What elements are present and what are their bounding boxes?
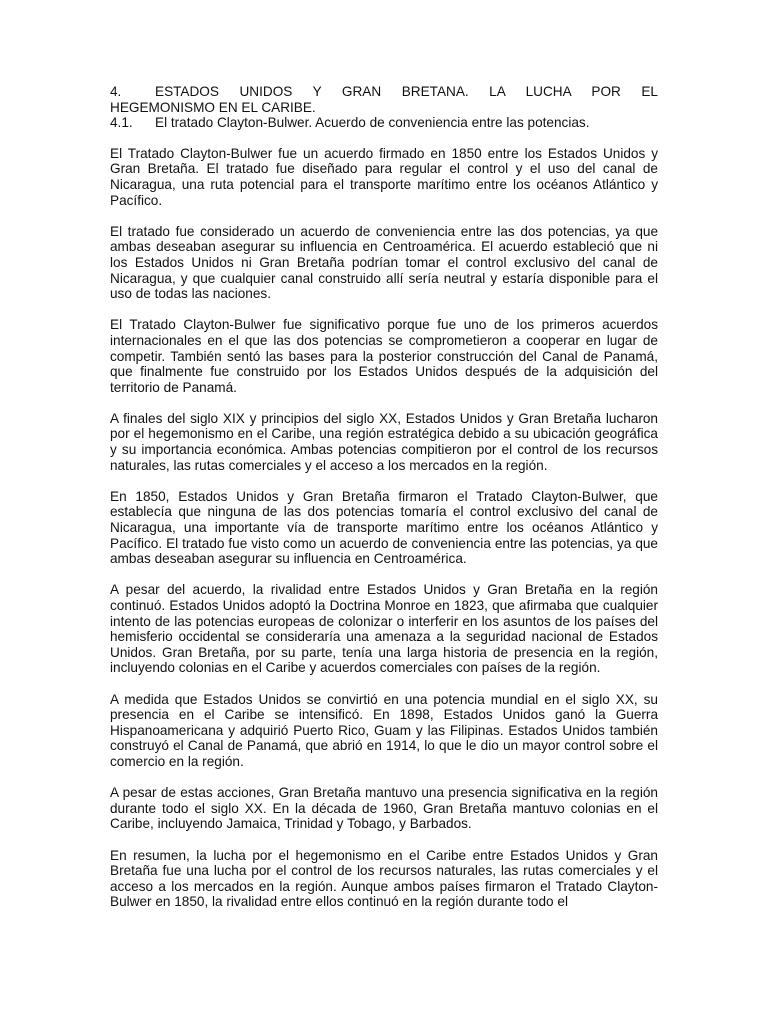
document-body [110, 84, 658, 925]
paragraph-3: El Tratado Clayton-Bulwer fue significativo porque fue uno de los primeros acuerdos internacionales en el que las dos potencias se comprometieron a cooperar en lugar de competir. También sentó las bases para la posterior construcción del Canal de Panamá, que finalmente fue construido por los Estados Unidos después de la adquisición del territorio de Panamá. [110, 317, 658, 395]
paragraph-6: A pesar del acuerdo, la rivalidad entre Estados Unidos y Gran Bretaña en la región continuó. Estados Unidos adoptó la Doctrina Monroe en 1823, que afirmaba que cualquier intento de las potencias europeas de colonizar o interferir en los asuntos de los países del hemisferio occidental se consideraría una amenaza a la seguridad nacional de Estados Unidos. Gran Bretaña, por su parte, tenía una larga historia de presencia en la región, incluyendo colonias en el Caribe y acuerdos comerciales con países de la región. [110, 582, 658, 676]
subsection-number: 4.1. [110, 115, 133, 131]
section-title-line-2: HEGEMONISMO EN EL CARIBE. [110, 99, 316, 115]
section-heading [110, 84, 658, 100]
paragraph-2: El tratado fue considerado un acuerdo de conveniencia entre las dos potencias, ya que ambas deseaban asegurar su influencia en Centroamérica. El acuerdo estableció que ni los Estados Unidos ni Gran Bretaña podrían tomar el control exclusivo del canal de Nicaragua, y que cualquier canal construido allí sería neutral y estaría disponible para el uso de todas las naciones. [110, 223, 658, 302]
paragraph-8: A pesar de estas acciones, Gran Bretaña mantuvo una presencia significativa en la región durante todo el siglo XX. En la década de 1960, Gran Bretaña mantuvo colonias en el Caribe, incluyendo Jamaica, Trinidad y Tobago, y Barbados. [110, 785, 658, 832]
paragraph-5: En 1850, Estados Unidos y Gran Bretaña firmaron el Tratado Clayton-Bulwer, que establecía que ninguna de las dos potencias tomaría el control exclusivo del canal de Nicaragua, una importante vía de transporte marítimo entre los océanos Atlántico y Pacífico. El tratado fue visto como un acuerdo de conveniencia entre las potencias, ya que ambas deseaban asegurar su influencia en Centroamérica. [110, 488, 658, 567]
section-title-line-1: ESTADOS UNIDOS Y GRAN BRETANA. LA LUCHA POR EL [155, 84, 658, 99]
section-number: 4. [110, 84, 122, 99]
paragraph-9: En resumen, la lucha por el hegemonismo en el Caribe entre Estados Unidos y Gran Bretaña fue una lucha por el control de los recursos naturales, las rutas comerciales y el acceso a los mercados en la región. Aunque ambos países firmaron el Tratado Clayton-Bulwer en 1850, la rivalidad entre ellos continuó en la región durante todo el [110, 847, 658, 910]
paragraph-7: A medida que Estados Unidos se convirtió en una potencia mundial en el siglo XX, su presencia en el Caribe se intensificó. En 1898, Estados Unidos ganó la Guerra Hispanoamericana y adquirió Puerto Rico, Guam y las Filipinas. Estados Unidos también construyó el Canal de Panamá, que abrió en 1914, lo que le dio un mayor control sobre el comercio en la región. [110, 691, 658, 769]
subsection-heading [110, 115, 658, 131]
subsection-title: El tratado Clayton-Bulwer. Acuerdo de conveniencia entre las potencias. [155, 115, 590, 131]
paragraph-1: El Tratado Clayton-Bulwer fue un acuerdo firmado en 1850 entre los Estados Unidos y Gran Bretaña. El tratado fue diseñado para regular el control y el uso del canal de Nicaragua, una ruta potencial para el transporte marítimo entre los océanos Atlántico y Pacífico. [110, 145, 658, 208]
paragraph-4: A finales del siglo XIX y principios del siglo XX, Estados Unidos y Gran Bretaña lucharon por el hegemonismo en el Caribe, una región estratégica debido a su ubicación geográfica y su importancia económica. Ambas potencias compitieron por el control de los recursos naturales, las rutas comerciales y el acceso a los mercados en la región. [110, 410, 658, 473]
